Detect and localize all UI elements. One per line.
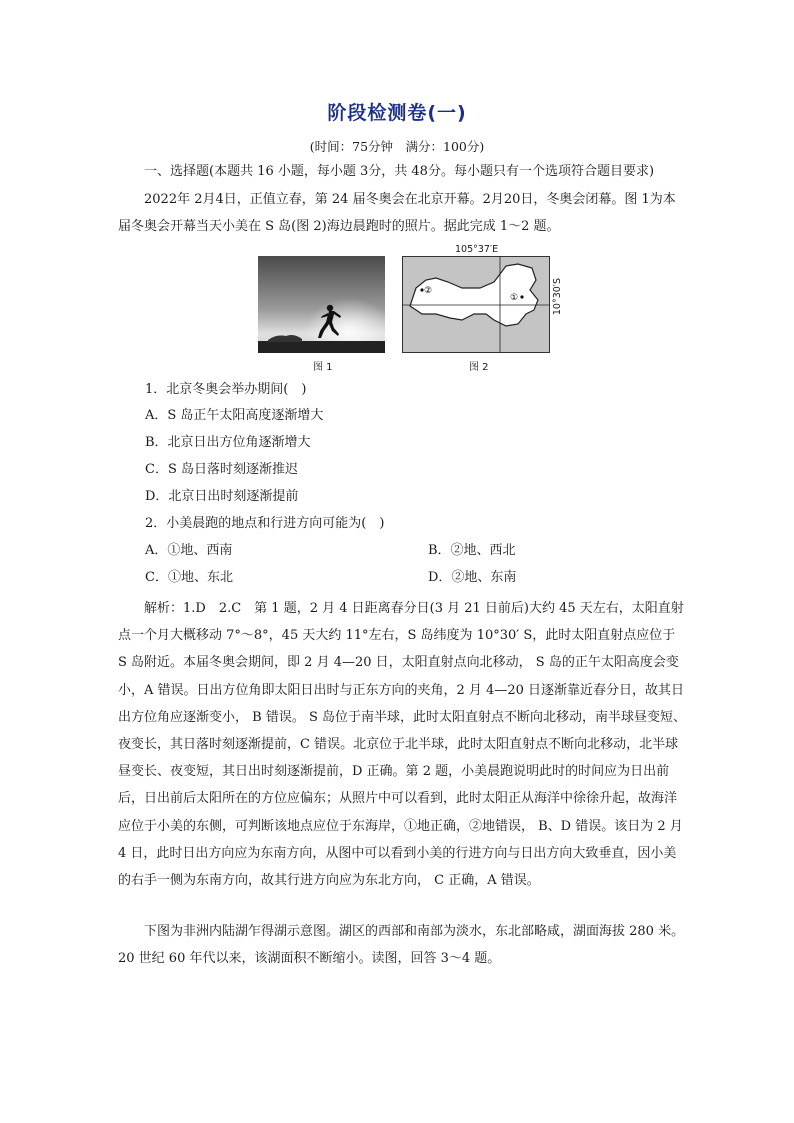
question-2-option-c: C．①地、东北 [145,570,233,585]
question-1-option-b: B．北京日出方位角逐渐增大 [145,435,311,450]
figure-2-caption: 图 2 [469,362,489,373]
figure-1-caption: 图 1 [313,362,333,373]
question-2-option-d: D．②地、东南 [428,570,517,585]
question-1-stem: 1．北京冬奥会举办期间( ) [145,382,307,397]
exam-time-score: (时间：75分钟 满分：100分) [309,139,485,154]
question-2-stem: 2．小美晨跑的地点和行进方向可能为( ) [145,516,385,531]
question-1-option-c: C．S 岛日落时刻逐渐推迟 [145,462,298,477]
question-intro-1: 2022年 2月4日，正值立春，第 24 届冬奥会在北京开幕。2月20日，冬奥会闭幕。图 1为本届冬奥会开幕当天小美在 S 岛(图 2)海边晨跑时的照片。据此完成 1～2 题。 [118,192,676,234]
island-map [402,256,550,353]
location-2-label: ② [424,286,433,296]
question-1-option-d: D．北京日出时刻逐渐提前 [145,489,299,504]
runner-silhouette-photo [258,256,385,353]
location-1-dot [520,295,523,298]
section-heading: 一、选择题(本题共 16 小题，每小题 3分，共 48分。每小题只有一个选项符合题目要求) [144,164,655,179]
latitude-label: 10°30′S [552,278,563,316]
figure-2-map [402,256,550,353]
question-1-option-a: A．S 岛正午太阳高度逐渐增大 [145,408,324,423]
answer-analysis: 解析：1.D 2.C 第 1 题，2 月 4 日距离春分日(3 月 21 日前后)大约 45 天左右，太阳直射点一个月大概移动 7°～8°，45 天大约 11°左右，S 岛纬度为 10°30′ S，此时太阳直射点应位于 S 岛附近。本届冬奥会期间，即 2 月 4—20 日，太阳直射点向北移动， S 岛的正午太阳高度会变小，A 错误。日出方位角即太阳日出时与正东方向的夹角，2 月 4—20 日逐渐靠近春分日，故其日出方位角应逐渐变小， B 错误。 S 岛位于南半球，此时太阳直射点不断向北移动，南半球昼变短、夜变长，其日落时刻逐渐提前，C 错误。北京位于北半球，此时太阳直射点不断向北移动，北半球昼变长、夜变短，其日出时刻逐渐提前，D 正确。第 2 题，小美晨跑说明此时的时间应为日出前后，日出前后太阳所在的方位应偏东；从照片中可以看到，此时太阳正从海洋中徐徐升起，故海洋应位于小美的东侧，可判断该地点应位于东海岸，①地正确，②地错误， B、D 错误。该日为 2 月 4 日，此时日出方向应为东南方向，从图中可以看到小美的行进方向与日出方向大致垂直，因小美的右手一侧为东南方向，故其行进方向应为东北方向， C 正确，A 错误。 [118,601,686,889]
longitude-label: 105°37′E [455,244,499,255]
question-2-option-b: B．②地、西北 [428,543,516,558]
question-2-option-a: A．①地、西南 [145,543,233,558]
question-intro-2: 下图为非洲内陆湖乍得湖示意图。湖区的西部和南部为淡水，东北部略咸，湖面海拔 280 米。20 世纪 60 年代以来，该湖面积不断缩小。读图，回答 3～4 题。 [118,924,685,967]
page-title: 阶段检测卷(一) [327,102,467,124]
location-1-label: ① [510,293,519,303]
figure-1-photo [258,256,385,353]
